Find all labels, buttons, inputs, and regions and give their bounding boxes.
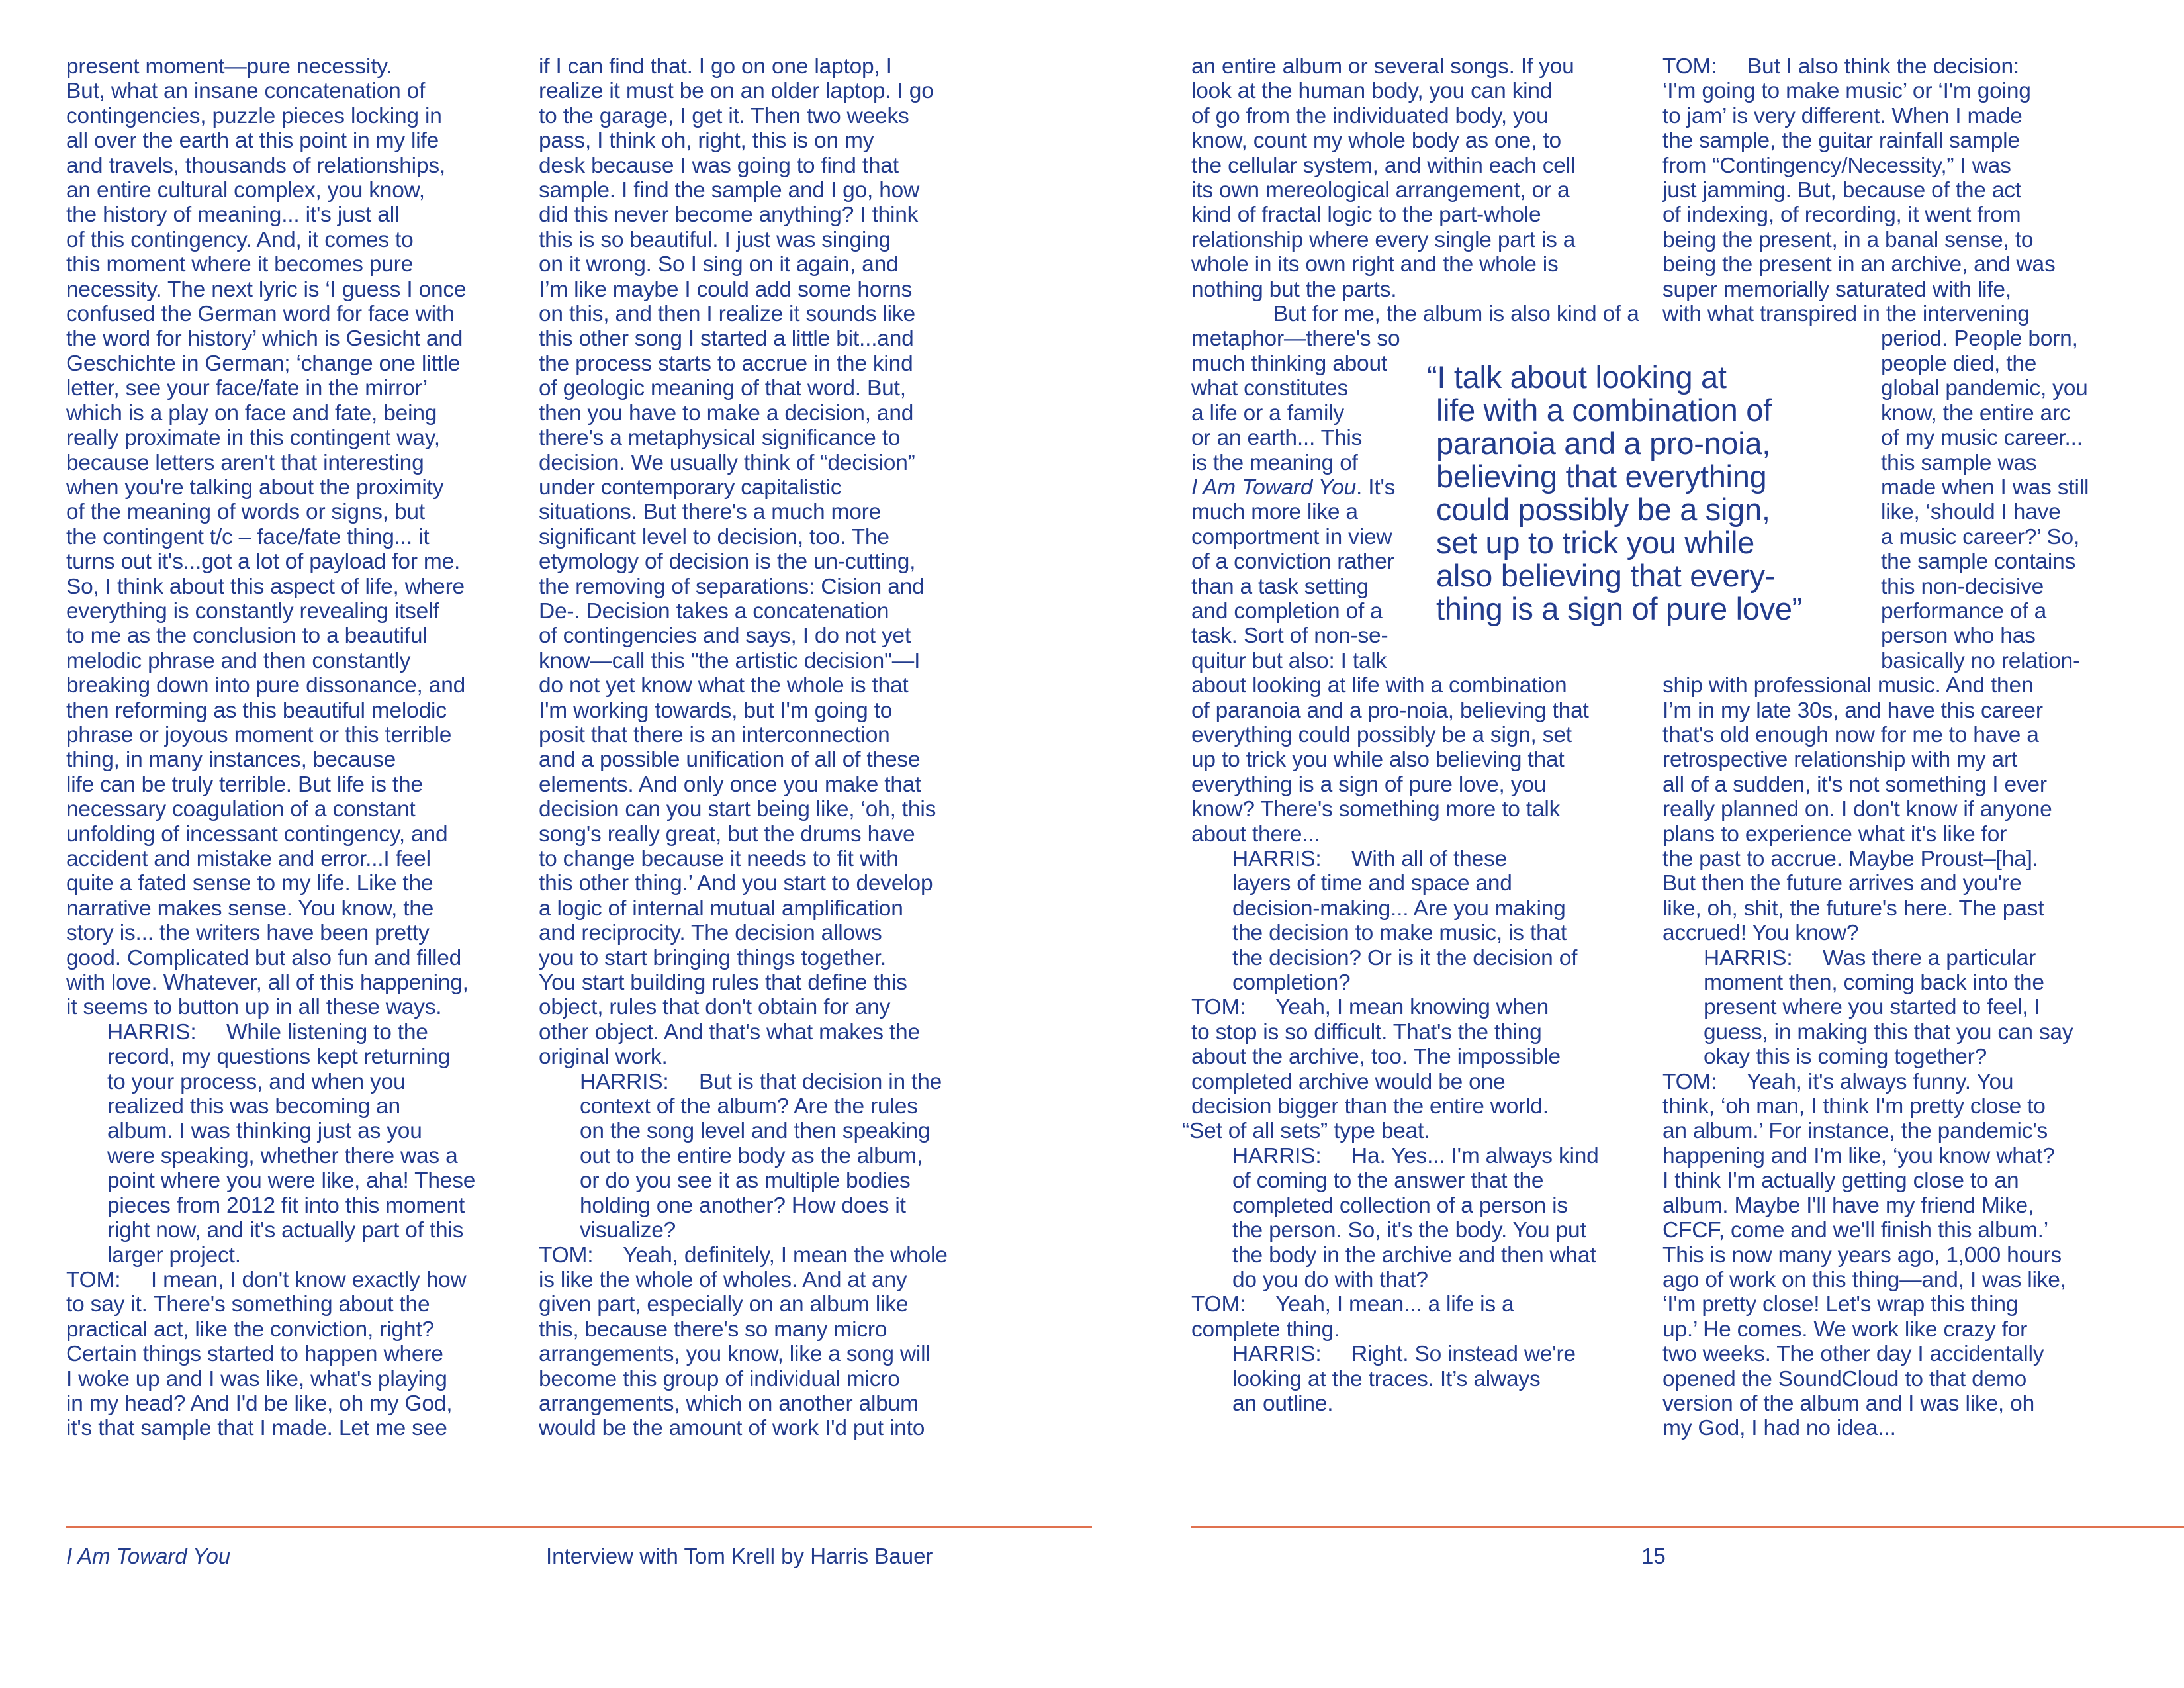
text-line: do not yet know what the whole is that: [539, 673, 909, 698]
page-number: 15: [1641, 1544, 1666, 1568]
text-line: task. Sort of non-se-: [1191, 624, 1388, 649]
text-line: everything could possibly be a sign, set: [1191, 722, 1572, 747]
text-line: what constitutes: [1191, 376, 1349, 401]
pull-quote-line: could possibly be a sign,: [1436, 492, 1770, 527]
text-line: about looking at life with a combination: [1191, 673, 1567, 698]
text-line: looking at the traces. It’s always: [1232, 1366, 1541, 1391]
text-line: You start building rules that define this: [539, 970, 907, 996]
text-line: album. Maybe I'll have my friend Mike,: [1662, 1193, 2034, 1218]
text-line: basically no relation-: [1881, 648, 2080, 673]
text-line: the word for history’ which is Gesicht and: [66, 326, 463, 352]
text-line: all of a sudden, it's not something I ever: [1662, 772, 2047, 797]
text-line: know, the entire arc: [1881, 400, 2071, 426]
text-line: the body in the archive and then what: [1232, 1243, 1596, 1268]
text-line: comportment in view: [1191, 524, 1392, 549]
text-line: HARRIS: Ha. Yes... I'm always kind: [1232, 1143, 1599, 1168]
text-line: of contingencies and says, I do not yet: [539, 624, 911, 649]
text-line: metaphor—there's so: [1191, 326, 1400, 352]
text-line: the cellular system, and within each cell: [1191, 153, 1576, 178]
text-line: melodic phrase and then constantly: [66, 648, 411, 673]
text-line: from “Contingency/Necessity,” I was: [1662, 153, 2011, 178]
text-line: original work.: [539, 1045, 668, 1070]
text-line: I woke up and I was like, what's playing: [66, 1366, 447, 1391]
text-line: TOM: Yeah, definitely, I mean the whole: [539, 1243, 948, 1268]
text-line: to me as the conclusion to a beautiful: [66, 624, 428, 649]
footer-rule-right: [1191, 1526, 2184, 1528]
text-line: the contingent t/c – face/fate thing... it: [66, 524, 430, 549]
text-line: TOM: Yeah, I mean knowing when: [1191, 995, 1549, 1020]
text-line: quite a fated sense to my life. Like the: [66, 871, 433, 896]
text-line: holding one another? How does it: [580, 1193, 906, 1218]
text-line: the history of meaning... it's just all: [66, 203, 400, 228]
text-line: the decision? Or is it the decision of: [1232, 945, 1578, 970]
text-line: think, ‘oh man, I think I'm pretty close to: [1662, 1094, 2046, 1119]
text-line: given part, especially on an album like: [539, 1292, 909, 1317]
text-line: Geschichte in German; ‘change one little: [66, 351, 461, 376]
text-line: period. People born,: [1881, 326, 2078, 352]
text-line: quitur but also: I talk: [1191, 648, 1387, 673]
text-line: of paranoia and a pro-noia, believing that: [1191, 698, 1589, 723]
text-line: accrued! You know?: [1662, 921, 1859, 946]
text-line: “Set of all sets” type beat.: [1182, 1119, 1430, 1144]
pull-quote-line: believing that everything: [1436, 459, 1767, 494]
text-line: to change because it needs to fit with: [539, 847, 899, 871]
text-line: all over the earth at this point in my life: [66, 128, 439, 154]
text-line: of geologic meaning of that word. But,: [539, 376, 906, 401]
text-line: relationship where every single part is a: [1191, 227, 1576, 252]
pull-quote-line: “I talk about looking at: [1427, 359, 1727, 395]
text-line: of go from the individuated body, you: [1191, 103, 1549, 128]
text-line: arrangements, you know, like a song will: [539, 1342, 931, 1367]
text-line: happening and I'm like, ‘you know what?: [1662, 1143, 2055, 1168]
text-line: etymology of decision is the un-cutting,: [539, 549, 916, 575]
text-line: right now, and it's actually part of this: [107, 1218, 464, 1243]
text-line: this other thing.’ And you start to develop: [539, 871, 933, 896]
text-line: significant level to decision, too. The: [539, 524, 889, 549]
text-line: up.’ He comes. We work like crazy for: [1662, 1317, 2028, 1342]
text-line: But then the future arrives and you're: [1662, 871, 2022, 896]
text-line: context of the album? Are the rules: [580, 1094, 918, 1119]
text-line: to the garage, I get it. Then two weeks: [539, 103, 909, 128]
text-line: But, what an insane concatenation of: [66, 79, 426, 104]
text-line: This is now many years ago, 1,000 hours: [1662, 1243, 2062, 1268]
footer-rule-left: [66, 1526, 1092, 1528]
text-line: then you have to make a decision, and: [539, 400, 914, 426]
text-line: an entire album or several songs. If you: [1191, 54, 1574, 79]
text-line: retrospective relationship with my art: [1662, 747, 2018, 773]
text-line: HARRIS: Was there a particular: [1704, 945, 2036, 970]
text-line: pass, I think oh, right, this is on my: [539, 128, 874, 154]
text-line: because letters aren't that interesting: [66, 450, 424, 475]
text-line: really planned on. I don't know if anyone: [1662, 797, 2052, 822]
text-line: phrase or joyous moment or this terrible: [66, 722, 452, 747]
text-line: kind of fractal logic to the part-whole: [1191, 203, 1541, 228]
text-line: become this group of individual micro: [539, 1366, 900, 1391]
text-line: I think I'm actually getting close to an: [1662, 1168, 2019, 1194]
text-line: desk because I was going to find that: [539, 153, 899, 178]
text-line: which is a play on face and fate, being: [66, 400, 437, 426]
text-line: of indexing, of recording, it went from: [1662, 203, 2021, 228]
text-line: on the song level and then speaking: [580, 1119, 931, 1144]
text-line: breaking down into pure dissonance, and: [66, 673, 466, 698]
text-line: confused the German word for face with: [66, 302, 455, 327]
text-line: of my music career...: [1881, 426, 2083, 451]
text-line: to jam’ is very different. When I made: [1662, 103, 2023, 128]
text-line: other object. And that's what makes the: [539, 1019, 920, 1045]
text-line: HARRIS: With all of these: [1232, 847, 1507, 871]
text-line: then reforming as this beautiful melodic: [66, 698, 447, 723]
text-line: with love. Whatever, all of this happening,: [66, 970, 469, 996]
text-line: opened the SoundCloud to that demo: [1662, 1366, 2027, 1391]
text-line: letter, see your face/fate in the mirror’: [66, 376, 428, 401]
text-line: of this contingency. And, it comes to: [66, 227, 414, 252]
text-line: a music career?’ So,: [1881, 524, 2080, 549]
text-line: story is... the writers have been pretty: [66, 921, 430, 946]
footer-credit: Interview with Tom Krell by Harris Bauer: [546, 1544, 933, 1568]
pull-quote-line: paranoia and a pro-noia,: [1436, 426, 1770, 461]
text-column-4: [1662, 54, 2119, 1441]
text-line: an entire cultural complex, you know,: [66, 178, 425, 203]
text-line: my God, I had no idea...: [1662, 1416, 1896, 1441]
text-line: of a conviction rather: [1191, 549, 1394, 575]
text-column-3: [1182, 54, 1648, 1416]
text-line: CFCF, come and we'll finish this album.’: [1662, 1218, 2048, 1243]
text-line: HARRIS: While listening to the: [107, 1019, 428, 1045]
text-line: arrangements, which on another album: [539, 1391, 919, 1416]
text-line: you to start bringing things together.: [539, 945, 887, 970]
text-line: completion?: [1232, 970, 1351, 996]
pull-quote-line: life with a combination of: [1436, 393, 1772, 428]
text-line: would be the amount of work I'd put into: [539, 1416, 925, 1441]
text-line: and reciprocity. The decision allows: [539, 921, 882, 946]
text-line: I’m in my late 30s, and have this career: [1662, 698, 2043, 723]
text-line: posit that there is an interconnection: [539, 722, 890, 747]
text-line: completed collection of a person is: [1232, 1193, 1568, 1218]
text-line: unfolding of incessant contingency, and: [66, 821, 448, 847]
album-title-italic: I Am Toward You: [1191, 475, 1357, 500]
text-line: everything is constantly revealing itself: [66, 598, 439, 624]
text-line: of the meaning of words or signs, but: [66, 500, 425, 525]
text-line: ago of work on this thing—and, I was like,: [1662, 1267, 2066, 1292]
text-line: there's a metaphysical significance to: [539, 426, 901, 451]
text-line: HARRIS: Right. So instead we're: [1232, 1342, 1576, 1367]
text-line: song's really great, but the drums have: [539, 821, 915, 847]
text-line: this, because there's so many micro: [539, 1317, 887, 1342]
footer-book-title: I Am Toward You: [66, 1544, 231, 1568]
text-line: point where you were like, aha! These: [107, 1168, 476, 1194]
text-line: an album.’ For instance, the pandemic's: [1662, 1119, 2048, 1144]
text-line: an outline.: [1232, 1391, 1334, 1416]
text-line: look at the human body, you can kind: [1191, 79, 1553, 104]
text-line: to your process, and when you: [107, 1069, 406, 1094]
text-line: realize it must be on an older laptop. I go: [539, 79, 934, 104]
text-line: this sample was: [1881, 450, 2037, 475]
text-line: this moment where it becomes pure: [66, 252, 414, 277]
pull-quote: [1427, 359, 1886, 626]
text-line: visualize?: [580, 1218, 676, 1243]
text-line: out to the entire body as the album,: [580, 1143, 923, 1168]
text-line: if I can find that. I go on one laptop, I: [539, 54, 892, 79]
text-line: But for me, the album is also kind of a: [1273, 302, 1639, 327]
text-line: layers of time and space and: [1232, 871, 1512, 896]
pull-quote-line: also believing that every-: [1436, 558, 1776, 593]
text-line: object, rules that don't obtain for any: [539, 995, 891, 1020]
text-line: present moment—pure necessity.: [66, 54, 392, 79]
text-line: like, oh, shit, the future's here. The past: [1662, 896, 2044, 921]
text-line: ‘I'm going to make music’ or ‘I'm going: [1662, 79, 2031, 104]
text-line: know—call this "the artistic decision"—I: [539, 648, 921, 673]
text-line: that's old enough now for me to have a: [1662, 722, 2039, 747]
text-line: decision-making... Are you making: [1232, 896, 1566, 921]
text-line: much more like a: [1191, 500, 1358, 525]
text-line: version of the album and I was like, oh: [1662, 1391, 2035, 1416]
text-line: present where you started to feel, I: [1704, 995, 2040, 1020]
text-line: or do you see it as multiple bodies: [580, 1168, 911, 1194]
text-line: TOM: But I also think the decision:: [1662, 54, 2019, 79]
text-line: contingencies, puzzle pieces locking in: [66, 103, 442, 128]
text-line: the person. So, it's the body. You put: [1232, 1218, 1586, 1243]
text-line: decision can you start being like, ‘oh, this: [539, 797, 936, 822]
text-line: guess, in making this that you can say: [1704, 1019, 2073, 1045]
text-line: under contemporary capitalistic: [539, 475, 842, 500]
text-line: the decision to make music, is that: [1232, 921, 1567, 946]
text-line: to stop is so difficult. That's the thing: [1191, 1019, 1542, 1045]
text-line: performance of a: [1881, 598, 2047, 624]
text-line: whole in its own right and the whole is: [1191, 252, 1559, 277]
text-line: is the meaning of: [1191, 450, 1358, 475]
text-line: larger project.: [107, 1243, 241, 1268]
text-line: life can be truly terrible. But life is the: [66, 772, 423, 797]
text-line: it's that sample that I made. Let me see: [66, 1416, 447, 1441]
text-line: record, my questions kept returning: [107, 1045, 451, 1070]
text-line: good. Complicated but also fun and filled: [66, 945, 462, 970]
text-line: this other song I started a little bit...and: [539, 326, 914, 352]
text-line: decision bigger than the entire world.: [1191, 1094, 1549, 1119]
text-line: know? There's something more to talk: [1191, 797, 1561, 822]
text-line: this is so beautiful. I just was singing: [539, 227, 891, 252]
text-line: album. I was thinking just as you: [107, 1119, 422, 1144]
text-line: of coming to the answer that the: [1232, 1168, 1544, 1194]
text-line: like, ‘should I have: [1881, 500, 2061, 525]
text-line: with what transpired in the intervening: [1662, 302, 2030, 327]
text-line: the past to accrue. Maybe Proust–[ha].: [1662, 847, 2038, 871]
text-line: okay this is coming together?: [1704, 1045, 1987, 1070]
pull-quote-line: thing is a sign of pure love”: [1436, 591, 1803, 626]
text-line: to say it. There's something about the: [66, 1292, 430, 1317]
text-line: when you're talking about the proximity: [66, 475, 444, 500]
text-column-1: [66, 54, 523, 1441]
text-line: the process starts to accrue in the kind: [539, 351, 913, 376]
text-line: this non-decisive: [1881, 574, 2044, 599]
text-line: just jamming. But, because of the act: [1662, 178, 2021, 203]
text-line: turns out it's...got a lot of payload for me.: [66, 549, 461, 575]
text-line: realized this was becoming an: [107, 1094, 400, 1119]
text-line: complete thing.: [1191, 1317, 1340, 1342]
text-line: or an earth... This: [1191, 426, 1363, 451]
text-line: person who has: [1881, 624, 2036, 649]
text-line: elements. And only once you make that: [539, 772, 921, 797]
text-line: on it wrong. So I sing on it again, and: [539, 252, 899, 277]
text-line: necessity. The next lyric is ‘I guess I once: [66, 277, 467, 302]
text-line: necessary coagulation of a constant: [66, 797, 416, 822]
text-line: being the present, in a banal sense, to: [1662, 227, 2034, 252]
text-line: did this never become anything? I think: [539, 203, 919, 228]
text-line: pieces from 2012 fit into this moment: [107, 1193, 465, 1218]
text-line: a life or a family: [1191, 400, 1344, 426]
text-line: being the present in an archive, and was: [1662, 252, 2056, 277]
text-line: decision. We usually think of “decision”: [539, 450, 915, 475]
text-line: the sample, the guitar rainfall sample: [1662, 128, 2020, 154]
text-line: plans to experience what it's like for: [1662, 821, 2007, 847]
text-line: global pandemic, you: [1881, 376, 2088, 401]
text-line: much thinking about: [1191, 351, 1388, 376]
text-line: practical act, like the conviction, right?: [66, 1317, 434, 1342]
text-line: moment then, coming back into the: [1704, 970, 2044, 996]
text-line: its own mereological arrangement, or a: [1191, 178, 1570, 203]
text-line: in my head? And I'd be like, oh my God,: [66, 1391, 453, 1416]
text-line: nothing but the parts.: [1191, 277, 1397, 302]
text-line: really proximate in this contingent way,: [66, 426, 440, 451]
text-line: know, count my whole body as one, to: [1191, 128, 1561, 154]
text-line: the removing of separations: Cision and: [539, 574, 925, 599]
text-line: I Am Toward You. It's: [1191, 475, 1396, 500]
text-line: on this, and then I realize it sounds like: [539, 302, 915, 327]
text-line: situations. But there's a much more: [539, 500, 882, 525]
text-line: TOM: Yeah, it's always funny. You: [1662, 1069, 2014, 1094]
text-line: ‘I'm pretty close! Let's wrap this thing: [1662, 1292, 2019, 1317]
text-line: super memorially saturated with life,: [1662, 277, 2011, 302]
text-line: and travels, thousands of relationships,: [66, 153, 446, 178]
text-line: were speaking, whether there was a: [107, 1143, 458, 1168]
text-line: TOM: Yeah, I mean... a life is a: [1191, 1292, 1514, 1317]
text-line: is like the whole of wholes. And at any: [539, 1267, 907, 1292]
text-line: a logic of internal mutual amplification: [539, 896, 903, 921]
text-line: thing, in many instances, because: [66, 747, 396, 773]
text-line: up to trick you while also believing that: [1191, 747, 1565, 773]
text-line: the sample contains: [1881, 549, 2076, 575]
text-line: So, I think about this aspect of life, where: [66, 574, 465, 599]
text-line: people died, the: [1881, 351, 2037, 376]
text-line: I'm working towards, but I'm going to: [539, 698, 893, 723]
text-line: everything is a sign of pure love, you: [1191, 772, 1547, 797]
text-line: Certain things started to happen where: [66, 1342, 443, 1367]
text-line: about the archive, too. The impossible: [1191, 1045, 1561, 1070]
text-line: completed archive would be one: [1191, 1069, 1506, 1094]
text-line: I’m like maybe I could add some horns: [539, 277, 913, 302]
text-line: and completion of a: [1191, 598, 1383, 624]
text-line: accident and mistake and error...I feel: [66, 847, 431, 871]
text-line: HARRIS: But is that decision in the: [580, 1069, 942, 1094]
text-line: do you do with that?: [1232, 1267, 1428, 1292]
text-line: sample. I find the sample and I go, how: [539, 178, 920, 203]
text-line: and a possible unification of all of these: [539, 747, 921, 773]
text-column-2: [539, 54, 995, 1441]
text-line: made when I was still: [1881, 475, 2089, 500]
text-line: two weeks. The other day I accidentally: [1662, 1342, 2044, 1367]
text-line: about there...: [1191, 821, 1320, 847]
pull-quote-line: set up to trick you while: [1436, 525, 1754, 560]
text-line: narrative makes sense. You know, the: [66, 896, 434, 921]
text-line: ship with professional music. And then: [1662, 673, 2034, 698]
text-line: De-. Decision takes a concatenation: [539, 598, 889, 624]
text-line: TOM: I mean, I don't know exactly how: [66, 1267, 467, 1292]
text-line: it seems to button up in all these ways.: [66, 995, 442, 1020]
text-line: than a task setting: [1191, 574, 1369, 599]
